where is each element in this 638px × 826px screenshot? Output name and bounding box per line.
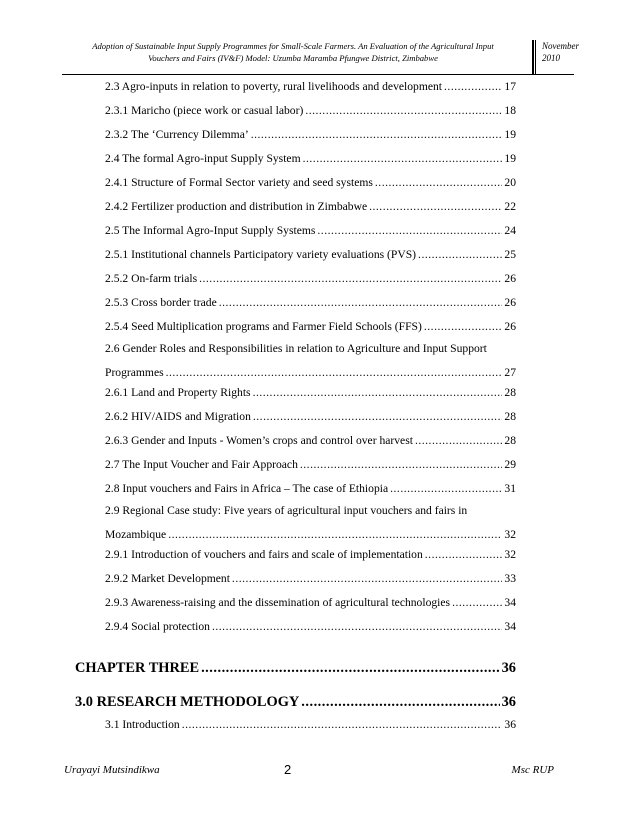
toc-leader-dots (212, 620, 502, 634)
toc-entry-title: Mozambique (105, 528, 167, 541)
toc-leader-dots (199, 272, 502, 286)
toc-entry-page: 33 (504, 572, 516, 585)
toc-entry-title: 2.6.3 Gender and Inputs - Women’s crops and control over harvest (105, 434, 413, 447)
toc-leader-dots (201, 659, 500, 677)
toc-leader-dots (305, 104, 502, 118)
toc-leader-dots (253, 410, 503, 424)
toc-leader-dots (253, 386, 503, 400)
toc-entry[interactable] (105, 224, 516, 238)
toc-entry[interactable] (105, 200, 516, 214)
toc-entry-page: 22 (504, 200, 516, 213)
toc-entry[interactable] (105, 104, 516, 118)
toc-entry[interactable] (105, 620, 516, 634)
toc-entry-page: 28 (504, 410, 516, 423)
toc-chapter[interactable] (75, 693, 516, 711)
toc-entry-page: 31 (504, 482, 516, 495)
header-date-year: 2010 (542, 53, 560, 63)
toc-entry[interactable] (105, 410, 516, 424)
toc-entry[interactable] (105, 504, 516, 542)
toc-entry[interactable] (105, 482, 516, 496)
toc-entry-title: 2.4.1 Structure of Formal Sector variety and seed systems (105, 176, 373, 189)
toc-entry-page: 27 (504, 366, 516, 379)
header-title-line1: Adoption of Sustainable Input Supply Programmes for Small-Scale Farmers. An Evaluation of the Agricultural Input (92, 41, 494, 51)
toc-leader-dots (303, 152, 503, 166)
toc-leader-dots (182, 718, 503, 732)
toc-entry-title: 2.5.4 Seed Multiplication programs and Farmer Field Schools (FFS) (105, 320, 422, 333)
header-divider (532, 40, 534, 74)
toc-leader-dots (166, 366, 503, 380)
toc-entry-page: 20 (504, 176, 516, 189)
toc-leader-dots (168, 528, 502, 542)
toc-entry[interactable] (105, 248, 516, 262)
toc-leader-dots (424, 320, 503, 334)
toc-leader-dots (425, 548, 503, 562)
footer-author: Urayayi Mutsindikwa (64, 764, 160, 776)
toc-leader-dots (251, 128, 503, 142)
header-title-line2: Vouchers and Fairs (IV&F) Model: Uzumba Maramba Pfungwe District, Zimbabwe (148, 53, 438, 63)
toc-entry-title: 2.8 Input vouchers and Fairs in Africa – The case of Ethiopia (105, 482, 389, 495)
header-divider-thin (535, 40, 536, 74)
toc-entry-page: 18 (504, 104, 516, 117)
toc-entry[interactable] (105, 572, 516, 586)
toc-entry[interactable] (105, 718, 516, 732)
header-date (542, 40, 602, 64)
toc-entry-title: 2.3 Agro-inputs in relation to poverty, rural livelihoods and development (105, 80, 443, 93)
toc-leader-dots (415, 434, 502, 448)
toc-entry-page: 34 (504, 596, 516, 609)
toc-chapter[interactable] (75, 659, 516, 677)
toc-entry-page: 29 (504, 458, 516, 471)
toc-entry-title: 2.5.2 On-farm trials (105, 272, 198, 285)
toc-leader-dots (232, 572, 502, 586)
header-date-month: November (542, 41, 579, 51)
toc-entry[interactable] (105, 596, 516, 610)
toc-entry-page: 34 (504, 620, 516, 633)
toc-entry-page: 25 (504, 248, 516, 261)
toc-chapter-page: 36 (501, 694, 516, 710)
toc-entry-title: 2.5 The Informal Agro-Input Supply Systems (105, 224, 316, 237)
header-rule (62, 74, 574, 75)
toc-entry-title: 2.5.1 Institutional channels Participatory variety evaluations (PVS) (105, 248, 417, 261)
toc-entry-title: 2.4.2 Fertilizer production and distribution in Zimbabwe (105, 200, 368, 213)
toc-chapter-title: CHAPTER THREE (75, 660, 200, 676)
toc-leader-dots (452, 596, 502, 610)
toc-entry-title-line1: 2.9 Regional Case study: Five years of agricultural input vouchers and fairs in (105, 504, 468, 517)
toc-leader-dots (418, 248, 502, 262)
toc-entry-page: 19 (504, 128, 516, 141)
toc-leader-dots (219, 296, 503, 310)
toc-entry-title: 2.3.2 The ‘Currency Dilemma’ (105, 128, 249, 141)
toc-entry[interactable] (105, 458, 516, 472)
toc-entry-page: 17 (504, 80, 516, 93)
toc-entry[interactable] (105, 128, 516, 142)
toc-leader-dots (300, 458, 503, 472)
toc-entry[interactable] (105, 548, 516, 562)
toc-leader-dots (375, 176, 503, 190)
toc-entry-title: 2.9.3 Awareness-raising and the dissemination of agricultural technologies (105, 596, 451, 609)
toc-entry[interactable] (105, 152, 516, 166)
toc-entry-title: 2.6.1 Land and Property Rights (105, 386, 251, 399)
toc-entry-page: 32 (504, 548, 516, 561)
header-title (62, 40, 524, 72)
toc-entry[interactable] (105, 320, 516, 334)
toc-entry-title: 2.9.1 Introduction of vouchers and fairs and scale of implementation (105, 548, 423, 561)
toc-entry-page: 32 (504, 528, 516, 541)
toc-entry-title: Programmes (105, 366, 164, 379)
toc-entry-title: 2.9.2 Market Development (105, 572, 230, 585)
toc-entry-page: 19 (504, 152, 516, 165)
page-header (62, 40, 579, 74)
toc-entry[interactable] (105, 434, 516, 448)
toc-entry-page: 28 (504, 434, 516, 447)
toc-entry-title: 2.6.2 HIV/AIDS and Migration (105, 410, 251, 423)
toc-entry-title: 3.1 Introduction (105, 718, 180, 731)
toc-entry-page: 24 (504, 224, 516, 237)
page-footer (0, 764, 638, 780)
toc-entry-page: 26 (504, 272, 516, 285)
toc-entry-page: 28 (504, 386, 516, 399)
toc-entry-page: 26 (504, 296, 516, 309)
toc-leader-dots (301, 693, 499, 711)
toc-entry-title: 2.3.1 Maricho (piece work or casual labor) (105, 104, 304, 117)
toc-entry-title: 2.7 The Input Voucher and Fair Approach (105, 458, 298, 471)
toc-chapter-title: 3.0 RESEARCH METHODOLOGY (75, 694, 300, 710)
page-number: 2 (284, 762, 292, 777)
toc-chapter-page: 36 (501, 660, 516, 676)
toc-entry[interactable] (105, 176, 516, 190)
toc-leader-dots (369, 200, 502, 214)
toc-entry-title-line1: 2.6 Gender Roles and Responsibilities in relation to Agriculture and Input Support (105, 342, 487, 355)
footer-degree: Msc RUP (511, 764, 554, 776)
toc-entry-title: 2.5.3 Cross border trade (105, 296, 217, 309)
toc-entry-page: 36 (504, 718, 516, 731)
toc-entry-title: 2.9.4 Social protection (105, 620, 210, 633)
toc-entry[interactable] (105, 386, 516, 400)
toc-entry[interactable] (105, 342, 516, 380)
toc-leader-dots (390, 482, 502, 496)
toc-leader-dots (317, 224, 502, 238)
toc-entry[interactable] (105, 296, 516, 310)
toc-leader-dots (444, 80, 502, 94)
toc-entry[interactable] (105, 80, 516, 94)
toc-entry-page: 26 (504, 320, 516, 333)
toc-entry-title: 2.4 The formal Agro-input Supply System (105, 152, 301, 165)
toc-entry[interactable] (105, 272, 516, 286)
